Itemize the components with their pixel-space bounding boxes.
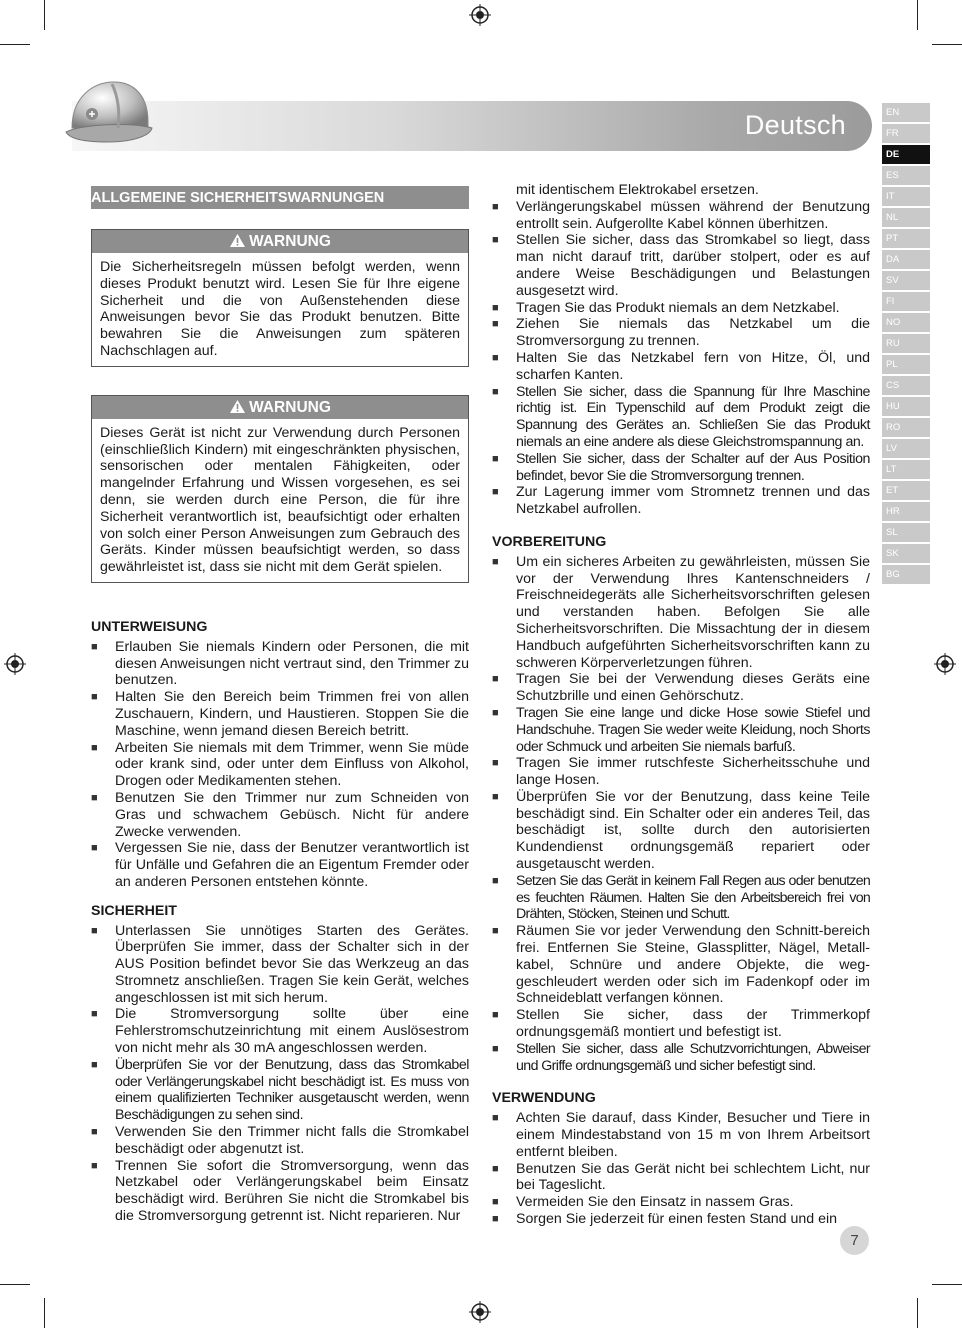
language-tab-en[interactable]: EN: [882, 103, 930, 122]
list-item: ■ Stellen Sie sicher, dass die Spannung für Ihre Maschine richtig ist. Ein Typenschild auf dem Produkt zeigt die Spannung des Gerätes an. Schließen Sie das Produkt niemals an eine andere als diese Gleichstromspannung an.: [492, 384, 870, 451]
crop-mark: [44, 1298, 45, 1328]
language-tab-ru[interactable]: RU: [882, 334, 930, 353]
section-heading-unterweisung: UNTERWEISUNG: [91, 618, 208, 635]
list-item: ■ Tragen Sie bei der Verwendung dieses Geräts eine Schutzbrille und einen Gehörschutz.: [492, 671, 870, 705]
section-heading-verwendung: VERWENDUNG: [492, 1090, 596, 1107]
header-banner: [72, 101, 872, 151]
warning-box: [91, 229, 469, 367]
left-column: [91, 186, 469, 1225]
language-tab-lv[interactable]: LV: [882, 439, 930, 458]
list-item: ■ Räumen Sie vor jeder Verwendung den Schnitt-bereich frei. Entfernen Sie Steine, Glassplitter, Nägel, Metall-kabel, Schnüre und andere Objekte, die weg-geschleudert werden oder sich im Fadenkopf oder im Schneideblatt verfangen können.: [492, 923, 870, 1007]
warning-text: Dieses Gerät ist nicht zur Verwendung durch Personen (einschließlich Kindern) mit eingeschränkten physischen, sensorischen oder mentalen Fähigkeiten, oder mangelnder Erfahrung und Wissen vorgesehen, es sei denn, sie werden durch eine Person, die für ihre Sicherheit verantwortlich ist, beaufsichtigt oder erhalten von solch einer Person Anweisungen zum Gebrauch des Geräts. Kinder müssen beaufsichtigt werden, so dass gewährleistet ist, dass sie nicht mit dem Gerät spielen.: [100, 424, 460, 576]
list-item: ■ Benutzen Sie das Gerät nicht bei schlechtem Licht, nur bei Tageslicht.: [492, 1161, 870, 1195]
list-item: ■ Sorgen Sie jederzeit für einen festen Stand und ein: [492, 1211, 870, 1228]
language-tab-no[interactable]: NO: [882, 313, 930, 332]
list-item: ■ Ziehen Sie niemals das Netzkabel um die Stromversorgung zu trennen.: [492, 316, 870, 350]
language-tab-da[interactable]: DA: [882, 250, 930, 269]
section-heading-sicherheit: SICHERHEIT: [91, 902, 177, 919]
list-item: ■ Halten Sie den Bereich beim Trimmen frei von allen Zuschauern, Kindern, und Haustieren. Stoppen Sie die Maschine, wenn jemand diesen Bereich betritt.: [91, 689, 469, 739]
list-item: ■ Die Stromversorgung sollte über eine Fehlerstromschutzeinrichtung mit einem Auslösestrom von nicht mehr als 30 mA angeschlossen werden.: [91, 1006, 469, 1056]
list-item: ■ Setzen Sie das Gerät in keinem Fall Regen aus oder benutzen es feuchten Räumen. Halten Sie den Arbeitsbereich frei von Drähten, Stöcken, Steinen und Schutt.: [492, 873, 870, 923]
warning-title-text: WARNUNG: [249, 233, 331, 250]
hard-hat-icon: [62, 76, 154, 150]
language-tab-sk[interactable]: SK: [882, 544, 930, 563]
warning-title: [92, 396, 468, 419]
list-item: ■ Trennen Sie sofort die Stromversorgung, wenn das Netzkabel oder Verlängerungskabel beim Einsatz beschädigt wird. Berühren Sie nicht die Stromkabel bis die Stromversorgung getrennt ist. Nicht reparieren. Nur: [91, 1158, 469, 1225]
preparation-list: [492, 554, 870, 1075]
list-item: ■ Verlängerungskabel müssen während der Benutzung entrollt sein. Aufgerollte Kabel können überhitzen.: [492, 199, 870, 233]
list-item: ■ Vermeiden Sie den Einsatz in nassem Gras.: [492, 1194, 870, 1211]
usage-list: [492, 1110, 870, 1228]
list-item: ■ Tragen Sie das Produkt niemals an dem Netzkabel.: [492, 300, 870, 317]
language-tab-de[interactable]: DE: [882, 145, 930, 164]
warning-triangle-icon: [229, 399, 246, 414]
section-heading-vorbereitung: VORBEREITUNG: [492, 533, 607, 550]
crop-mark: [932, 44, 962, 45]
language-tab-nl[interactable]: NL: [882, 208, 930, 227]
page-number: 7: [840, 1226, 869, 1255]
safety-list: [91, 923, 469, 1225]
section-heading-general-warnings: ALLGEMEINE SICHERHEITSWARNUNGEN: [91, 186, 469, 209]
right-column: [492, 182, 870, 1228]
list-item: ■ Stellen Sie sicher, dass alle Schutzvorrichtungen, Abweiser und Griffe ordnungsgemäß und sicher befestigt sind.: [492, 1041, 870, 1075]
language-tab-es[interactable]: ES: [882, 166, 930, 185]
crop-mark: [932, 1284, 962, 1285]
warning-title-text: WARNUNG: [249, 398, 331, 416]
language-tab-fr[interactable]: FR: [882, 124, 930, 143]
list-item: ■ Stellen Sie sicher, dass das Stromkabel so liegt, dass man nicht darauf tritt, darüber stolpert, oder es auf andere Weise Beschädigungen und Belastungen ausgesetzt wird.: [492, 232, 870, 299]
list-item: ■ Vergessen Sie nie, dass der Benutzer verantwortlich ist für Unfälle und Gefahren die an Eigentum Fremder oder an anderen Personen entstehen könnte.: [91, 840, 469, 890]
list-item: ■ Zur Lagerung immer vom Stromnetz trennen und das Netzkabel aufrollen.: [492, 484, 870, 518]
list-item: ■ Um ein sicheres Arbeiten zu gewährleisten, müssen Sie vor der Verwendung Ihres Kantenschneiders / Freischneidegeräts alle Sicherheitsvorschriften gelesen und verstanden haben. Befolgen Sie alle Sicherheitsvorschriften. Die Missachtung der in diesem Handbuch aufgeführten Sicherheitsvorschriften kann zu schweren Körperverletzungen führen.: [492, 554, 870, 672]
list-item: ■ Überprüfen Sie vor der Benutzung, dass das Stromkabel oder Verlängerungskabel nicht beschädigt ist. Es muss von einem qualifizierten Techniker ausgetauscht werden, wenn Beschädigungen zu sehen sind.: [91, 1057, 469, 1124]
list-item: ■ Tragen Sie eine lange und dicke Hose sowie Stiefel und Handschuhe. Tragen Sie weder weite Kleidung, noch Shorts oder Schmuck und arbeiten Sie niemals barfuß.: [492, 705, 870, 755]
language-tab-bg[interactable]: BG: [882, 565, 930, 584]
instruction-list: [91, 639, 469, 891]
list-item: ■ Stellen Sie sicher, dass der Trimmerkopf ordnungsgemäß montiert und befestigt ist.: [492, 1007, 870, 1041]
list-item-continuation: mit identischem Elektrokabel ersetzen.: [516, 182, 759, 198]
list-item: ■ Verwenden Sie den Trimmer nicht falls die Stromkabel beschädigt oder abgenutzt ist.: [91, 1124, 469, 1158]
crop-mark: [917, 0, 918, 30]
warning-box: [91, 395, 469, 583]
registration-mark-icon: [4, 653, 26, 675]
language-tab-sv[interactable]: SV: [882, 271, 930, 290]
list-item: ■ Halten Sie das Netzkabel fern von Hitze, Öl, und scharfen Kanten.: [492, 350, 870, 384]
language-tab-pl[interactable]: PL: [882, 355, 930, 374]
registration-mark-icon: [934, 653, 956, 675]
safety-list-continued: [492, 182, 870, 518]
list-item: ■ Benutzen Sie den Trimmer nur zum Schneiden von Gras und schwachem Gebüsch. Nicht für andere Zwecke verwenden.: [91, 790, 469, 840]
list-item: ■ Unterlassen Sie unnötiges Starten des Gerätes. Überprüfen Sie immer, dass der Schalter sich in der AUS Position befindet bevor Sie das Werkzeug an das Stromnetz anschließen. Tragen Sie kein Gerät, welches angeschlossen ist mit sich herum.: [91, 923, 469, 1007]
list-item: ■ Stellen Sie sicher, dass der Schalter auf der Aus Position befindet, bevor Sie die Stromversorgung trennen.: [492, 451, 870, 485]
language-tab-ro[interactable]: RO: [882, 418, 930, 437]
language-tab-list: [882, 103, 930, 586]
crop-mark: [0, 1284, 30, 1285]
list-item: ■ Arbeiten Sie niemals mit dem Trimmer, wenn Sie müde oder krank sind, oder unter dem Einfluss von Alkohol, Drogen oder Medikamenten stehen.: [91, 740, 469, 790]
language-tab-pt[interactable]: PT: [882, 229, 930, 248]
language-tab-fi[interactable]: FI: [882, 292, 930, 311]
crop-mark: [0, 44, 30, 45]
language-tab-hu[interactable]: HU: [882, 397, 930, 416]
language-tab-lt[interactable]: LT: [882, 460, 930, 479]
warning-title: [92, 230, 468, 253]
list-item: ■ Erlauben Sie niemals Kindern oder Personen, die mit diesen Anweisungen nicht vertraut sind, den Trimmer zu benutzen.: [91, 639, 469, 689]
language-tab-it[interactable]: IT: [882, 187, 930, 206]
warning-triangle-icon: [229, 233, 246, 248]
crop-mark: [917, 1298, 918, 1328]
registration-mark-icon: [469, 1301, 491, 1323]
list-item: ■ Tragen Sie immer rutschfeste Sicherheitsschuhe und lange Hosen.: [492, 755, 870, 789]
list-item: ■ Überprüfen Sie vor der Benutzung, dass keine Teile beschädigt sind. Ein Schalter oder ein anderes Teil, das beschädigt ist, sollte durch den autorisierten Kundendienst ordnungsgemäß repariert oder ausgetauscht werden.: [492, 789, 870, 873]
language-tab-cs[interactable]: CS: [882, 376, 930, 395]
crop-mark: [44, 0, 45, 30]
language-tab-sl[interactable]: SL: [882, 523, 930, 542]
language-tab-et[interactable]: ET: [882, 481, 930, 500]
language-tab-hr[interactable]: HR: [882, 502, 930, 521]
registration-mark-icon: [469, 4, 491, 26]
warning-text: Die Sicherheitsregeln müssen befolgt werden, wenn dieses Produkt benutzt wird. Lesen Sie für Ihre eigene Sicherheit und die von Außenstehenden diese Anweisungen bevor Sie das Produkt benutzen. Bitte bewahren Sie die Anweisungen zum späteren Nachschlagen auf.: [100, 259, 460, 359]
list-item: ■ Achten Sie darauf, dass Kinder, Besucher und Tiere in einem Mindestabstand von 15 m von Ihrem Arbeitsort entfernt bleiben.: [492, 1110, 870, 1160]
page-title: Deutsch: [744, 110, 846, 140]
